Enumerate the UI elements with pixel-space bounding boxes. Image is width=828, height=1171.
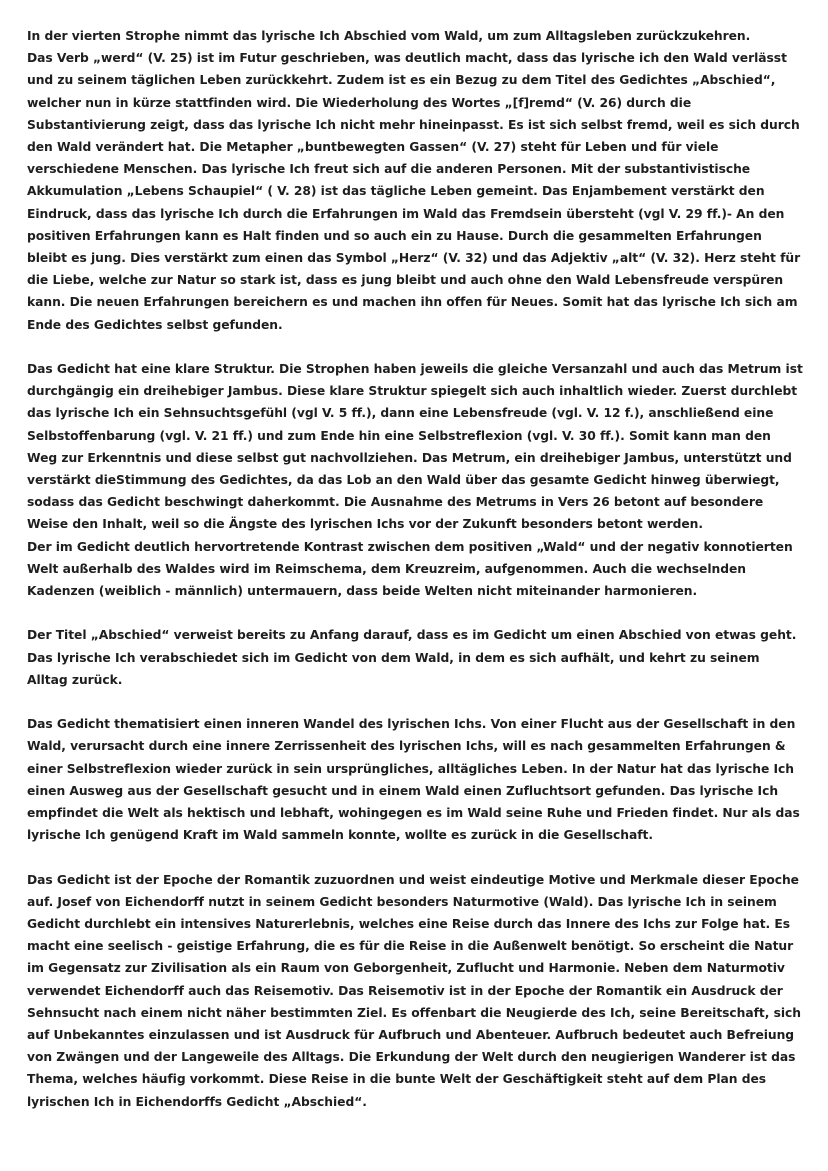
- paragraph-line: Das Gedicht ist der Epoche der Romantik zuzuordnen und weist eindeutige Motive und Merkmale dieser Epoche auf. Josef von Eichendorff nutzt in seinem Gedicht besonders Naturmotive (Wald). Das lyrische Ich in seinem Gedicht durchlebt ein intensives Naturerlebnis, welches eine Reise durch das Innere des Ichs zur Folge hat. Es macht eine seelisch - geistige Erfahrung, die es für die Reise in die Außenwelt benötigt. So erscheint die Natur im Gegensatz zur Zivilisation als ein Raum von Geborgenheit, Zuflucht und Harmonie. Neben dem Naturmotiv verwendet Eichendorff auch das Reisemotiv. Das Reisemotiv ist in der Epoche der Romantik ein Ausdruck der Sehnsucht nach einem nicht näher bestimmten Ziel. Es offenbart die Neugierde des Ich, seine Bereitschaft, sich auf Unbekanntes einzulassen und ist Ausdruck für Aufbruch und Abenteuer. Aufbruch bedeutet auch Befreiung von Zwängen und der Langeweile des Alltags. Die Erkundung der Welt durch den neugierigen Wanderer ist das Thema, welches häufig vorkommt. Diese Reise in die bunte Welt der Geschäftigkeit steht auf dem Plan des lyrischen Ich in Eichendorffs Gedicht „Abschied“.: [27, 872, 801, 1109]
- paragraph-title: [27, 624, 803, 691]
- document-page: [27, 25, 803, 1135]
- paragraph-line: Das Gedicht hat eine klare Struktur. Die Strophen haben jeweils die gleiche Versanzahl und auch das Metrum ist durchgängig ein dreihebiger Jambus. Diese klare Struktur spiegelt sich auch inhaltlich wieder. Zuerst durchlebt das lyrische Ich ein Sehnsuchtsgefühl (vgl V. 5 ff.), dann eine Lebensfreude (vgl. V. 12 f.), anschließend eine Selbstoffenbarung (vgl. V. 21 ff.) und zum Ende hin eine Selbstreflexion (vgl. V. 30 ff.). Somit kann man den Weg zur Erkenntnis und diese selbst gut nachvollziehen. Das Metrum, ein dreihebiger Jambus, unterstützt und verstärkt dieStimmung des Gedichtes, da das Lob an den Wald über das gesamte Gedicht hinweg überwiegt, sodass das Gedicht beschwingt daherkommt. Die Ausnahme des Metrums in Vers 26 betont auf besondere Weise den Inhalt, weil so die Ängste des lyrischen Ichs vor der Zukunft besonders betont werden.: [27, 362, 803, 532]
- paragraph-structure: [27, 358, 803, 602]
- paragraph-epoch: [27, 869, 803, 1113]
- paragraph-line: Das Gedicht thematisiert einen inneren Wandel des lyrischen Ichs. Von einer Flucht aus der Gesellschaft in den Wald, verursacht durch eine innere Zerrissenheit des lyrischen Ichs, will es nach gesammelten Erfahrungen & einer Selbstreflexion wieder zurück in sein ursprüngliches, alltägliches Leben. In der Natur hat das lyrische Ich einen Ausweg aus der Gesellschaft gesucht und in einem Wald einen Zufluchtsort gefunden. Das lyrische Ich empfindet die Welt als hektisch und lebhaft, wohingegen es im Wald seine Ruhe und Frieden findet. Nur als das lyrische Ich genügend Kraft im Wald sammeln konnte, wollte es zurück in die Gesellschaft.: [27, 717, 800, 843]
- paragraph-fourth-stanza: [27, 25, 803, 336]
- paragraph-line: Der Titel „Abschied“ verweist bereits zu Anfang darauf, dass es im Gedicht um einen Abschied von etwas geht. Das lyrische Ich verabschiedet sich im Gedicht von dem Wald, in dem es sich aufhält, und kehrt zu seinem Alltag zurück.: [27, 628, 797, 687]
- paragraph-line: Das Verb „werd“ (V. 25) ist im Futur geschrieben, was deutlich macht, dass das lyrische ich den Wald verlässt und zu seinem täglichen Leben zurückkehrt. Zudem ist es ein Bezug zu dem Titel des Gedichtes „Abschied“, welcher nun in kürze stattfinden wird. Die Wiederholung des Wortes „[f]remd“ (V. 26) durch die Substantivierung zeigt, dass das lyrische Ich nicht mehr hineinpasst. Es ist sich selbst fremd, weil es sich durch den Wald verändert hat. Die Metapher „buntbewegten Gassen“ (V. 27) steht für Leben und für viele verschiedene Menschen. Das lyrische Ich freut sich auf die anderen Personen. Mit der substantivistische Akkumulation „Lebens Schaupiel“ ( V. 28) ist das tägliche Leben gemeint. Das Enjambement verstärkt den Eindruck, dass das lyrische Ich durch die Erfahrungen im Wald das Fremdsein übersteht (vgl V. 29 ff.)- An den positiven Erfahrungen kann es Halt finden und so auch ein zu Hause. Durch die gesammelten Erfahrungen bleibt es jung. Dies verstärkt zum einen das Symbol „Herz“ (V. 32) und das Adjektiv „alt“ (V. 32). Herz steht für die Liebe, welche zur Natur so stark ist, dass es jung bleibt und auch ohne den Wald Lebensfreude verspüren kann. Die neuen Erfahrungen bereichern es und machen ihn offen für Neues. Somit hat das lyrische Ich sich am Ende des Gedichtes selbst gefunden.: [27, 51, 801, 332]
- paragraph-line: In der vierten Strophe nimmt das lyrische Ich Abschied vom Wald, um zum Alltagsleben zurückzukehren.: [27, 29, 751, 43]
- paragraph-line: Der im Gedicht deutlich hervortretende Kontrast zwischen dem positiven „Wald“ und der negativ konnotierten Welt außerhalb des Waldes wird im Reimschema, dem Kreuzreim, aufgenommen. Auch die wechselnden Kadenzen (weiblich - männlich) untermauern, dass beide Welten nicht miteinander harmonieren.: [27, 539, 793, 599]
- paragraph-theme: [27, 713, 803, 846]
